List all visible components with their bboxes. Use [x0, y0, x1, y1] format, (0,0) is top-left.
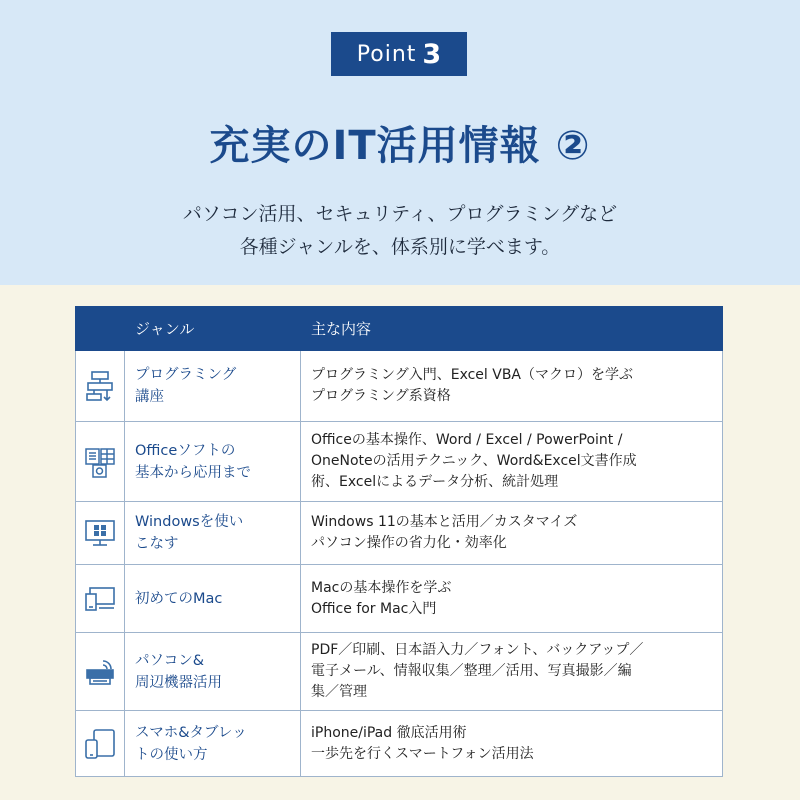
genre-line: パソコン&: [135, 652, 205, 669]
genre-cell: [125, 565, 301, 633]
genre-table: [75, 306, 723, 777]
content-line: OneNoteの活用テクニック、Word&Excel文書作成: [311, 453, 637, 469]
smartphone-tablet-icon: [83, 727, 117, 761]
icon-header: [76, 307, 125, 351]
content-line: iPhone/iPad 徹底活用術: [311, 724, 467, 741]
office-documents-icon: [83, 445, 117, 479]
content-line: Office for Mac入門: [311, 600, 437, 617]
content-cell: [301, 565, 723, 633]
table-row: [76, 565, 723, 633]
content-line: Officeの基本操作、Word / Excel / PowerPoint /: [311, 432, 623, 448]
page-title: 充実のIT活用情報 ②: [209, 123, 591, 169]
genre-cell: [125, 422, 301, 502]
genre-line: スマホ&タブレッ: [135, 724, 247, 741]
genre-cell: [125, 711, 301, 777]
lead-line: 各種ジャンルを、体系別に学べます。: [239, 236, 561, 258]
table-row: [76, 633, 723, 711]
mac-laptop-icon: [83, 582, 117, 616]
content-line: 集／管理: [311, 684, 367, 700]
content-line: Macの基本操作を学ぶ: [311, 579, 452, 596]
content-line: 術、Excelによるデータ分析、統計処理: [311, 474, 559, 490]
windows-monitor-icon: [83, 516, 117, 550]
content-line: プログラミング入門、Excel VBA（マクロ）を学ぶ: [311, 367, 634, 383]
genre-line: Officeソフトの: [135, 442, 236, 459]
content-cell: [301, 633, 723, 711]
badge-word: Point: [356, 41, 417, 67]
content-line: 電子メール、情報収集／整理／活用、写真撮影／編: [311, 663, 632, 679]
genre-line: 周辺機器活用: [135, 674, 222, 691]
genre-line: トの使い方: [135, 746, 208, 763]
point-badge: [331, 32, 467, 76]
genre-line: こなす: [135, 536, 179, 552]
content-cell: [301, 422, 723, 502]
content-line: パソコン操作の省力化・効率化: [311, 535, 507, 551]
content-line: PDF／印刷、日本語入力／フォント、バックアップ／: [311, 642, 644, 658]
content-line: Windows 11の基本と活用／カスタマイズ: [311, 514, 578, 530]
table-header-row: [76, 307, 723, 351]
lead-line: パソコン活用、セキュリティ、プログラミングなど: [182, 203, 618, 225]
content-cell: [301, 711, 723, 777]
genre-header: ジャンル: [125, 307, 301, 351]
row-icon-cell: [76, 422, 125, 502]
flowchart-icon: [83, 369, 117, 403]
genre-line: 基本から応用まで: [135, 464, 251, 481]
table-row: [76, 711, 723, 777]
genre-cell: [125, 351, 301, 422]
row-icon-cell: [76, 351, 125, 422]
content-cell: [301, 502, 723, 565]
genre-line: Windowsを使い: [135, 514, 244, 530]
content-line: 一歩先を行くスマートフォン活用法: [311, 745, 534, 762]
row-icon-cell: [76, 633, 125, 711]
row-icon-cell: [76, 711, 125, 777]
content-line: プログラミング系資格: [311, 388, 451, 404]
content-header: 主な内容: [301, 307, 723, 351]
table-row: [76, 422, 723, 502]
genre-line: 初めてのMac: [135, 590, 223, 607]
badge-number: 3: [422, 38, 442, 70]
row-icon-cell: [76, 502, 125, 565]
row-icon-cell: [76, 565, 125, 633]
content-cell: [301, 351, 723, 422]
lead-text: [0, 198, 800, 264]
genre-line: 講座: [135, 389, 164, 405]
table-row: [76, 502, 723, 565]
table-row: [76, 351, 723, 422]
printer-wifi-icon: [83, 655, 117, 689]
genre-cell: [125, 502, 301, 565]
genre-line: プログラミング: [135, 367, 237, 383]
genre-cell: [125, 633, 301, 711]
